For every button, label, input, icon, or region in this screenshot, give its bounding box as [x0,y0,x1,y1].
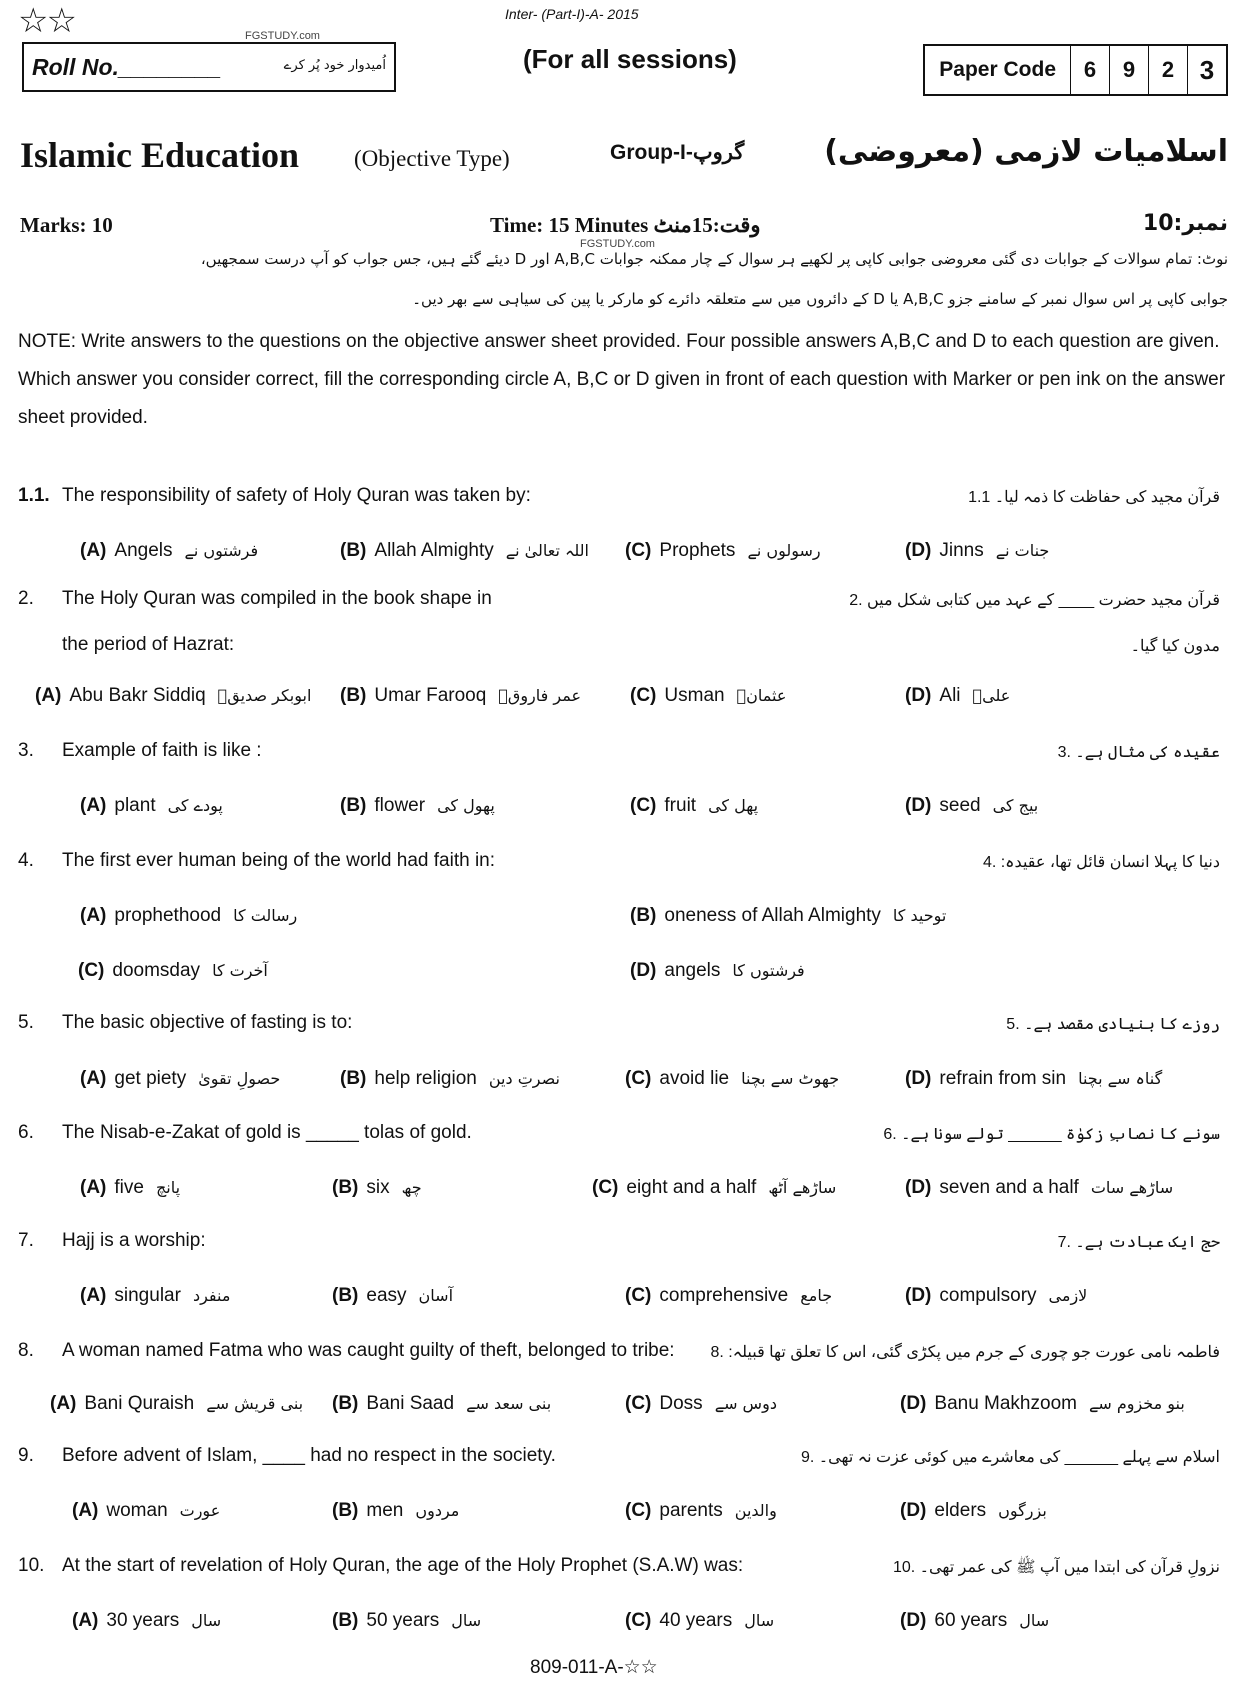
option-a [80,1285,230,1307]
option-english: Doss [659,1393,703,1414]
option-a [50,1393,303,1415]
group-label: Group-I-گروپ [610,141,745,164]
question-text [18,740,262,762]
option-english: five [114,1177,144,1198]
question-urdu: سونے کا نصابِ زکوٰۃ ______ تولے سونا ہے۔ .6 [883,1126,1220,1143]
option-english: fruit [664,795,697,816]
option-urdu: پانچ [155,1178,181,1197]
question-english: At the start of revelation of Holy Quran, the age of the Holy Prophet (S.A.W) was: [62,1555,744,1576]
option-letter: (C) [625,1068,652,1089]
question-urdu: نزولِ قرآن کی ابتدا میں آپ ﷺ کی عمر تھی۔ .10 [892,1559,1220,1576]
option-letter: (A) [35,685,62,706]
option-english: Umar Farooq [374,685,487,706]
roll-number-box [22,42,396,92]
option-letter: (A) [80,795,107,816]
option-letter: (D) [905,1177,932,1198]
option-english: Allah Almighty [374,540,494,561]
question-text [18,1555,743,1577]
option-urdu: حصولِ تقویٰ [198,1069,281,1088]
option-c [630,685,786,707]
option-letter: (A) [80,540,107,561]
option-letter: (D) [900,1393,927,1414]
option-english: get piety [114,1068,187,1089]
option-letter: (B) [332,1610,359,1631]
question-text [18,850,495,872]
option-urdu: توحید کا [892,906,947,925]
option-urdu: سال [1019,1611,1050,1630]
question-number: 7. [18,1230,34,1251]
question-number: 5. [18,1012,34,1033]
option-a [80,1177,180,1199]
option-letter: (D) [905,540,932,561]
option-urdu: گناہ سے بچنا [1078,1069,1163,1088]
option-english: 40 years [659,1610,733,1631]
option-d [630,960,805,982]
option-letter: (C) [630,685,657,706]
option-letter: (A) [80,905,107,926]
option-urdu: اللہ تعالیٰ نے [505,541,589,560]
option-a [80,795,223,817]
option-b [332,1177,422,1199]
option-d [905,1068,1162,1090]
option-a [80,540,258,562]
note-urdu-line-1: نوٹ: تمام سوالات کے جوابات دی گئی معروضی جوابی کاپی پر لکھیے ہر سوال کے چار ممکنہ جوابات A,B,C اور D دیئے گئے ہیں، جس جواب کو آپ درست سمجھیں، [200,250,1228,268]
question-number: 8. [18,1340,34,1361]
question-english: The responsibility of safety of Holy Quran was taken by: [62,485,531,506]
option-letter: (B) [340,1068,367,1089]
option-letter: (B) [332,1285,359,1306]
option-english: angels [664,960,721,981]
option-english: seed [939,795,981,816]
roll-urdu: اُمیدوار خود پُر کرے [283,58,386,73]
option-letter: (C) [625,540,652,561]
option-urdu: پھول کی [437,796,495,815]
option-urdu: بزرگوں [998,1501,1047,1520]
watermark: FGSTUDY.com [245,30,320,42]
option-letter: (A) [80,1285,107,1306]
option-english: Prophets [659,540,736,561]
option-letter: (D) [905,1068,932,1089]
option-english: Angels [114,540,173,561]
option-urdu: بنو مخزوم سے [1088,1394,1185,1413]
question-text [18,1340,675,1362]
option-urdu: نصرتِ دین [488,1069,560,1088]
option-english: singular [114,1285,181,1306]
paper-code-label: Paper Code [939,58,1056,81]
option-d [900,1610,1049,1632]
paper-code-digit: 6 [1070,46,1109,94]
question-text [18,1445,556,1467]
option-letter: (A) [72,1500,99,1521]
question-text [18,1230,206,1252]
option-letter: (A) [72,1610,99,1631]
option-english: men [366,1500,404,1521]
sessions-label: (For all sessions) [523,44,737,74]
option-a [80,1068,280,1090]
question-urdu: دنیا کا پہلا انسان قائل تھا، عقیدہ: .4 [982,854,1220,871]
option-letter: (C) [78,960,105,981]
option-english: eight and a half [626,1177,757,1198]
question-english: A woman named Fatma who was caught guilty of theft, belonged to tribe: [62,1340,675,1361]
option-b [340,1068,560,1090]
option-b [332,1610,481,1632]
paper-code-box [923,44,1228,96]
option-d [905,540,1049,562]
subject-type: (Objective Type) [354,146,510,171]
question-text [18,1012,352,1034]
option-urdu: علیؓ [972,686,1011,705]
option-urdu: جھوٹ سے بچنا [741,1069,840,1088]
option-letter: (D) [900,1500,927,1521]
option-c [630,795,758,817]
option-urdu: آسان [418,1286,454,1305]
option-urdu: مردوں [415,1501,460,1520]
option-letter: (B) [332,1393,359,1414]
paper-code-digit: 9 [1109,46,1148,94]
option-english: Usman [664,685,725,706]
option-b [340,795,495,817]
option-english: refrain from sin [939,1068,1067,1089]
option-c [78,960,268,982]
option-english: compulsory [939,1285,1037,1306]
option-a [80,905,297,927]
option-english: Ali [939,685,961,706]
option-urdu: عورت [179,1501,221,1520]
option-d [900,1500,1047,1522]
option-urdu: عمر فاروقؓ [498,686,582,705]
marks-urdu: نمبر:10 [1142,211,1228,236]
option-letter: (C) [625,1500,652,1521]
question-number: 10. [18,1555,45,1576]
question-number: 1.1. [18,485,50,506]
option-letter: (D) [630,960,657,981]
option-d [905,1177,1173,1199]
question-urdu: عقیدہ کی مثال ہے۔ .3 [1057,744,1220,761]
option-urdu: لازمی [1048,1286,1088,1305]
option-english: 60 years [934,1610,1008,1631]
option-english: Abu Bakr Siddiq [69,685,206,706]
option-a [72,1500,220,1522]
option-c [625,1610,774,1632]
option-letter: (B) [340,685,367,706]
option-english: easy [366,1285,407,1306]
option-c [625,540,821,562]
question-english-continued: the period of Hazrat: [62,634,235,655]
question-text [18,588,492,610]
option-urdu: پودے کی [167,796,223,815]
option-urdu: سال [191,1611,222,1630]
question-english: The basic objective of fasting is to: [62,1012,353,1033]
option-urdu: فرشتوں کا [732,961,805,980]
paper-code-digit: 2 [1148,46,1187,94]
question-english: The Nisab-e-Zakat of gold is _____ tolas of gold. [62,1122,472,1143]
option-d [905,685,1010,707]
option-letter: (B) [332,1177,359,1198]
option-english: plant [114,795,156,816]
option-urdu: منفرد [192,1286,231,1305]
question-urdu: فاطمہ نامی عورت جو چوری کے جرم میں پکڑی گئی، اس کا تعلق تھا قبیلہ: .8 [710,1344,1220,1361]
stars-mark: ☆☆ [18,2,75,40]
question-english: The Holy Quran was compiled in the book shape in [62,588,492,609]
option-c [625,1393,777,1415]
option-b [340,540,589,562]
question-number: 4. [18,850,34,871]
option-english: 50 years [366,1610,440,1631]
question-number: 2. [18,588,34,609]
option-urdu: والدین [734,1501,777,1520]
question-number: 3. [18,740,34,761]
option-letter: (D) [905,795,932,816]
subject-urdu: اسلامیات لازمی (معروضی) [824,134,1228,169]
question-english: Before advent of Islam, ____ had no respect in the society. [62,1445,556,1466]
option-letter: (B) [630,905,657,926]
option-english: comprehensive [659,1285,789,1306]
option-b [340,685,581,707]
option-english: oneness of Allah Almighty [664,905,881,926]
option-urdu: سال [451,1611,482,1630]
option-english: elders [934,1500,987,1521]
question-english: Hajj is a worship: [62,1230,206,1251]
question-urdu: قرآن مجید کی حفاظت کا ذمہ لیا۔ 1.1 [968,489,1220,506]
option-letter: (C) [592,1177,619,1198]
option-english: Banu Makhzoom [934,1393,1077,1414]
option-letter: (C) [625,1285,652,1306]
option-urdu: ابوبکر صدیقؓ [217,686,312,705]
question-urdu: حج ایک عبادت ہے۔ .7 [1057,1234,1220,1251]
option-c [625,1500,777,1522]
question-urdu: روزے کا بنیادی مقصد ہے۔ .5 [1006,1016,1220,1033]
option-english: help religion [374,1068,477,1089]
option-urdu: بیج کی [992,796,1039,815]
marks-label: Marks: 10 [20,213,113,237]
option-urdu: ساڑھے سات [1090,1178,1174,1197]
option-english: parents [659,1500,723,1521]
option-c [592,1177,836,1199]
option-urdu: جنات نے [995,541,1050,560]
option-letter: (B) [332,1500,359,1521]
option-english: Bani Saad [366,1393,455,1414]
note-urdu-line-2: جوابی کاپی پر اس سوال نمبر کے سامنے جزو A,B,C یا D کے دائروں میں سے متعلقہ دائرے کو مارکر یا پین کی سیاہی سے بھر دیں۔ [412,290,1228,308]
option-english: six [366,1177,390,1198]
option-letter: (D) [905,685,932,706]
option-letter: (D) [905,1285,932,1306]
option-d [900,1393,1185,1415]
footer-code: 809-011-A-☆☆ [530,1657,658,1678]
option-b [332,1500,459,1522]
option-letter: (A) [80,1068,107,1089]
option-c [625,1068,839,1090]
question-number: 9. [18,1445,34,1466]
question-number: 6. [18,1122,34,1143]
question-urdu: اسلام سے پہلے ______ کی معاشرے میں کوئی عزت نہ تھی۔ .9 [800,1449,1220,1466]
time-label: Time: 15 Minutes وقت:15منٹ [490,213,761,237]
option-letter: (D) [900,1610,927,1631]
option-urdu: چھ [401,1178,422,1197]
option-letter: (C) [625,1610,652,1631]
question-urdu-continued: مدون کیا گیا۔ [1130,638,1220,655]
option-d [905,1285,1087,1307]
option-urdu: فرشتوں نے [184,541,259,560]
option-urdu: رسولوں نے [747,541,821,560]
option-letter: (C) [625,1393,652,1414]
option-urdu: بنی قریش سے [206,1394,304,1413]
option-letter: (B) [340,540,367,561]
option-english: 30 years [106,1610,180,1631]
option-a [72,1610,221,1632]
option-english: woman [106,1500,168,1521]
option-letter: (A) [50,1393,77,1414]
option-a [35,685,311,707]
subject-title: Islamic Education [20,135,300,175]
option-english: prophethood [114,905,222,926]
option-english: doomsday [112,960,201,981]
option-b [630,905,946,927]
roll-label: Roll No.________ [32,54,222,80]
option-english: flower [374,795,426,816]
option-b [332,1393,551,1415]
option-urdu: سال [744,1611,775,1630]
question-english: The first ever human being of the world had faith in: [62,850,496,871]
question-english: Example of faith is like : [62,740,262,761]
option-english: Bani Quraish [84,1393,195,1414]
option-english: seven and a half [939,1177,1079,1198]
option-urdu: بنی سعد سے [466,1394,552,1413]
option-letter: (C) [630,795,657,816]
option-urdu: آخرت کا [212,961,268,980]
option-urdu: جامع [800,1286,833,1305]
option-urdu: ساڑھے آٹھ [768,1178,837,1197]
option-urdu: رسالت کا [233,906,298,925]
option-c [625,1285,832,1307]
question-urdu: قرآن مجید حضرت ____ کے عہد میں کتابی شکل میں .2 [849,592,1220,609]
question-text [18,485,531,507]
option-urdu: پھل کی [708,796,759,815]
option-letter: (A) [80,1177,107,1198]
note-english: NOTE: Write answers to the questions on the objective answer sheet provided. Four possible answers A,B,C and D to each question are given. Which answer you consider correct, fill the corresponding circle A, B,C or D given in front of each question with Marker or pen ink on the answer sheet provided. [18,331,1226,428]
option-letter: (B) [340,795,367,816]
option-english: Jinns [939,540,984,561]
option-b [332,1285,453,1307]
paper-code-digit: 3 [1187,46,1226,94]
exam-title: Inter- (Part-I)-A- 2015 [505,6,639,22]
option-urdu: عثمانؓ [736,686,787,705]
watermark: FGSTUDY.com [580,238,655,250]
option-d [905,795,1038,817]
question-text [18,1122,472,1144]
option-english: avoid lie [659,1068,730,1089]
option-urdu: دوس سے [714,1394,777,1413]
